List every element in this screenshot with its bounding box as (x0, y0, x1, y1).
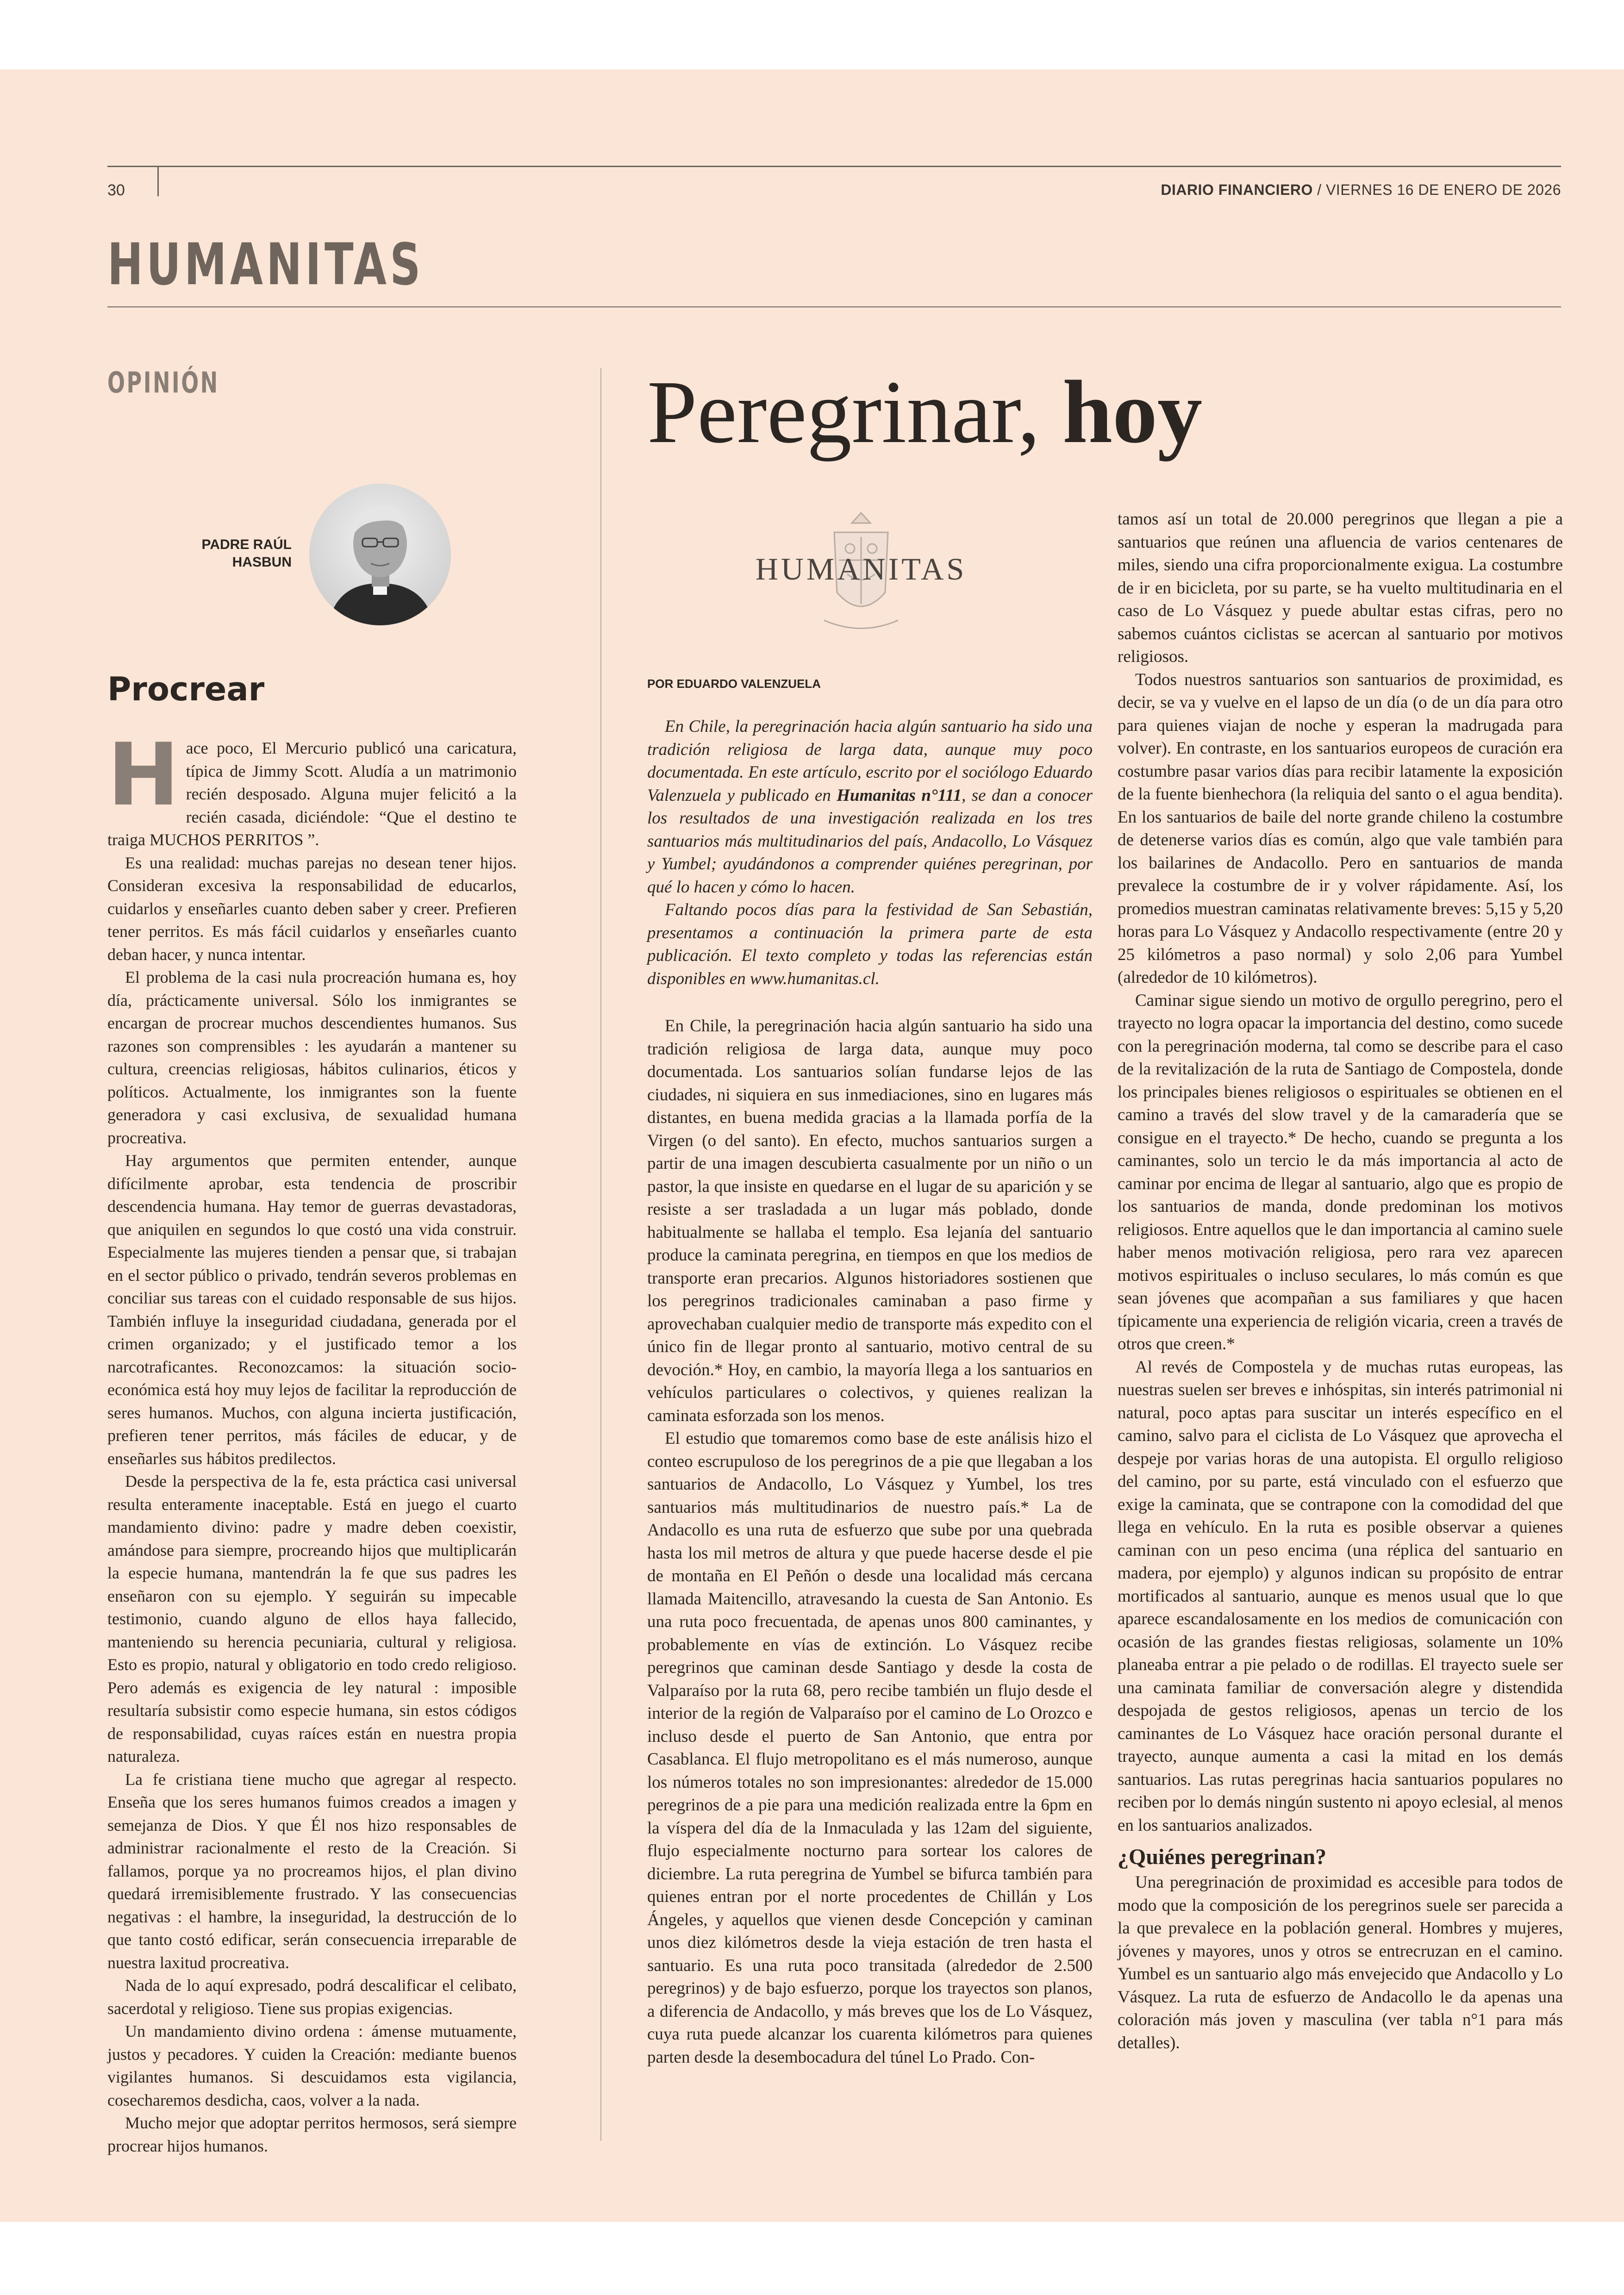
section-rule (107, 306, 1561, 307)
logo-text: HUMANITAS (755, 551, 967, 586)
article-column-2 (1118, 508, 1563, 2054)
article-paragraph: Al revés de Compostela y de muchas rutas europeas, las nuestras suelen ser breves e inhóspitas, sin interés patrimonial ni natural, poco aptas para suscitar un interés específico en el camino, salvo para el ciclista de Lo Vásquez que aprovecha el despeje por varias horas de una autopista. El orgullo religioso del camino, por su parte, está vinculado con el esfuerzo que exige la caminata, que se contrapone con la comodidad del que llega en vehículo. En la ruta es posible observar a quienes caminan con un peso encima (una réplica del santuario en madera, por ejemplo) y algunos indican su propósito de entrar mortificados al santuario, aunque es menos usual que lo que aparece escandalosamente en los medios de comunicación con ocasión de las grandes fiestas religiosas, solamente un 10% planeaba entrar a pie pelado o de rodillas. El trayecto suele ser una caminata familiar de conversación alegre y distendida despojada de gestos religiosos, apenas un tercio de los caminantes de Lo Vásquez hace oración personal durante el trayecto, aunque aumenta a casi la mitad en los demás santuarios. Las rutas peregrinas hacia santuarios populares no reciben por lo demás ningún sustento ni apoyo eclesial, al menos en los santuarios analizados. (1118, 1357, 1563, 1835)
article-column-1 (647, 1015, 1093, 2069)
humanitas-logo (713, 505, 1009, 643)
intro-paragraph: Faltando pocos días para la festividad de San Sebastián, presentamos a continuación la primera parte de esta publicación. El texto completo y todas las referencias están disponibles en www.humanitas.cl. (647, 900, 1093, 988)
intro-text: En Chile, la peregrinación hacia algún santuario ha sido una tradición religiosa de larga data, aunque muy poco documentada. En este artículo, escrito por el sociólogo Eduardo Valenzuela y publicado en (647, 717, 1093, 805)
article-paragraph: Caminar sigue siendo un motivo de orgullo peregrino, pero el trayecto no logra opacar la importancia del destino, como sucede con la peregrinación moderna, tal como se describe para el caso de la revitalización de la ruta de Santiago de Compostela, donde los principales bienes religiosos o espirituales se obtienen en el camino a través del slow travel y de la camaradería que se consigue en el trayecto.* De hecho, cuando se pregunta a los caminantes, solo un tercio le da más importancia al acto de caminar por encima de llegar al santuario, algo que es propio de los santuarios de manda, donde predominan los motivos religiosos. Entre aquellos que le dan importancia al camino suele haber menos motivación religiosa, pero rara vez aparecen motivos espirituales o incluso seculares, lo más común es que sean jóvenes que acompañan a sus familiares y que hacen típicamente una experiencia de religión vicaria, creen a través de otros que creen.* (1118, 991, 1563, 1353)
intro-publication: Humanitas n°111 (837, 786, 962, 805)
headline-bold: hoy (1062, 362, 1203, 461)
opinion-body (107, 724, 517, 2158)
opinion-paragraph: Es una realidad: muchas parejas no desean tener hijos. Consideran excesiva la responsabilidad de educarlos, cuidarlos y enseñarles cuanto deben saber y creer. Prefieren tener perritos. Es más fácil cuidarlos y enseñarles cuanto deban hacer, y nunca intentar. (107, 853, 517, 964)
article-paragraph: Todos nuestros santuarios son santuarios de proximidad, es decir, se va y vuelve en el lapso de un día (o de un día para otro para quienes viajan de noche y esperan la madrugada para volver). En contraste, en los santuarios europeos de curación era costumbre pasar varios días para recibir latamente la exposición de la fuente bienhechora (la reliquia del santo o el agua bendita). En los santuarios de baile del norte grande chileno la costumbre de detenerse varios días es común, algo que vale también para los bailarines de Andacollo. Pero en santuarios de manda prevalece la costumbre de ir y volver rápidamente. Así, los promedios muestran caminatas relativamente breves: 5,15 y 5,20 horas para Lo Vásquez y Andacollo respectivamente (entre 20 y 25 kilómetros a paso normal) y solo 2,06 para Yumbel (alrededor de 10 kilómetros). (1118, 670, 1563, 987)
author-photo (309, 484, 451, 625)
article-paragraph: tamos así un total de 20.000 peregrinos que llegan a pie a santuarios que reúnen una afluencia de varios centenares de miles, siendo una cifra proporcionalmente exigua. La costumbre de ir en bicicleta, por su parte, se ha vuelto multitudinaria en el caso de Lo Vásquez y puede abultar estas cifras, pero no sabemos cuántos ciclistas se acercan al santuario por motivos religiosos. (1118, 510, 1563, 666)
drop-cap: H (107, 724, 180, 825)
opinion-paragraph-text: ace poco, El Mercurio publicó una caricatura, típica de Jimmy Scott. Aludía a un matrimonio recién desposado. Alguna mujer felicitó a la recién casada, diciéndole: “Que el destino te traiga MUCHOS PERRITOS ”. (107, 739, 517, 849)
page-number-separator (157, 166, 159, 196)
article-byline: POR EDUARDO VALENZUELA (647, 677, 821, 691)
opinion-paragraph: Mucho mejor que adoptar perritos hermosos, será siempre procrear hijos humanos. (107, 2114, 517, 2155)
article-paragraph: En Chile, la peregrinación hacia algún santuario ha sido una tradición religiosa de larga data, aunque muy poco documentada. Los santuarios solían fundarse lejos de las ciudades, ni siquiera en sus inmediaciones, sino en lugares más distantes, en buena medida gracias a la llamada porfía de la Virgen (o del santo). En efecto, muchos santuarios surgen a partir de una imagen descubierta casualmente por un niño o un pastor, la que insiste en quedarse en el lugar de su aparición y se resiste a ser trasladada a un lugar más poblado, donde habitualmente se hallaba el templo. Esa lejanía del santuario produce la caminata peregrina, en tiempos en que los medios de transporte eran precarios. Algunos historiadores sostienen que los peregrinos tradicionales caminaban a paso firme y aprovechaban cualquier medio de transporte más expedito con el único fin de llegar pronto al santuario, motivo central de su devoción.* Hoy, en cambio, la mayoría llega a los santuarios en vehículos particulares o colectivos, y quienes realizan la caminata esforzada son los menos. (647, 1017, 1093, 1425)
opinion-paragraph (107, 724, 517, 852)
article-intro (647, 715, 1093, 990)
opinion-paragraph: Un mandamiento divino ordena : ámense mutuamente, justos y pecadores. Y cuiden la Creación: mediante buenos vigilantes humanos. Si descuidamos esta vigilancia, cosecharemos desdicha, caos, volver a la nada. (107, 2022, 517, 2109)
opinion-paragraph: El problema de la casi nula procreación humana es, hoy día, prácticamente universal. Sólo los inmigrantes se encargan de procrear muchos descendientes humanos. Sus razones son comprensibles : les ayudarán a mantener su cultura, creencias religiosas, hábitos culinarios, éticos y políticos. Actualmente, los inmigrantes son la fuente generadora y casi exclusiva, de sexualidad humana procreativa. (107, 968, 517, 1147)
author-name (176, 536, 292, 571)
intro-text: , se dan a conocer los resultados de una investigación realizada en los tres santuarios más multitudinarios del país, Andacollo, Lo Vásquez y Yumbel; ayudándonos a comprender quiénes peregrinan, por qué lo hacen y cómo lo hacen. (647, 786, 1093, 897)
article-headline (647, 361, 1202, 463)
opinion-paragraph: Hay argumentos que permiten entender, aunque difícilmente aprobar, esta tendencia de proscribir descendencia humana. Hay temor de guerras devastadoras, que aniquilen en segundos lo que costó una vida construir. Especialmente las mujeres tienden a pensar que, si trabajan en el sector público o privado, tendrán severos problemas en conciliar sus tareas con el cuidado responsable de sus hijos. También influye la inseguridad ciudadana, generada por el crimen organizado; y el justificado temor a los narcotraficantes. Reconozcamos: la situación socio-económica está hoy muy lejos de facilitar la reproducción de seres humanos. Muchos, con alguna incierta justificación, prefieren tener perritos, más fáciles de educar, y de enseñarles sus hábitos predilectos. (107, 1151, 517, 1468)
issue-date: / VIERNES 16 DE ENERO DE 2026 (1312, 181, 1561, 198)
opinion-label: OPINIÓN (107, 366, 219, 399)
author-last-name: HASBUN (232, 555, 292, 570)
author-first-name: PADRE RAÚL (201, 537, 292, 552)
masthead (1161, 181, 1561, 199)
page-number: 30 (107, 181, 125, 199)
opinion-paragraph: La fe cristiana tiene mucho que agregar al respecto. Enseña que los seres humanos fuimos creados a imagen y semejanza de Dios. Y que Él nos hizo responsables de administrar racionalmente el resto de la Creación. Si fallamos, porque ya no procreamos hijos, el plan divino quedará irremisiblemente frustrado. Y las consecuencias negativas : el hambre, la inseguridad, la destrucción de lo que tanto costó edificar, serán consecuencia irreparable de nuestra laxitud procreativa. (107, 1770, 517, 1972)
opinion-paragraph: Desde la perspectiva de la fe, esta práctica casi universal resulta enteramente inaceptable. Está en juego el cuarto mandamiento divino: padre y madre deben coexistir, amándose para siempre, procreando hijos que multiplicarán la especie humana, mantendrán la fe que sus padres les enseñaron con su ejemplo. Y seguirán su impecable testimonio, cuando alguno de ellos haya fallecido, manteniendo su herencia pecuniaria, cultural y religiosa. Esto es propio, natural y obligatorio en todo credo religioso. Pero además es exigencia de ley natural : imposible resultaría subsistir como especie humana, sin estos códigos de responsabilidad, cuyas raíces están en nuestra propia naturaleza. (107, 1472, 517, 1765)
column-divider (600, 368, 601, 2141)
section-title: HUMANITAS (107, 231, 424, 298)
article-paragraph: Una peregrinación de proximidad es accesible para todos de modo que la composición de los peregrinos suele ser parecida a la que prevalece en la población general. Hombres y mujeres, jóvenes y mayores, unos y otros se entrecruzan en el camino. Yumbel es un santuario algo más envejecido que Andacollo y Lo Vásquez. La ruta de esfuerzo de Andacollo le da apenas una coloración más joven y masculina (ver tabla n°1 para más detalles). (1118, 1873, 1563, 2052)
opinion-title: Procrear (107, 670, 265, 708)
article-subhead: ¿Quiénes peregrinan? (1118, 1845, 1327, 1869)
newspaper-name: DIARIO FINANCIERO (1161, 181, 1313, 198)
headline-regular: Peregrinar, (647, 362, 1063, 461)
opinion-paragraph: Nada de lo aquí expresado, podrá descalificar el celibato, sacerdotal y religioso. Tiene sus propias exigencias. (107, 1976, 517, 2018)
article-paragraph: El estudio que tomaremos como base de este análisis hizo el conteo escrupuloso de los peregrinos de a pie que llegaban a los santuarios de Andacollo, Lo Vásquez y Yumbel, los tres santuarios más multitudinarios de nuestro país.* La de Andacollo es una ruta de esfuerzo que sube por una quebrada hasta los mil metros de altura y que puede hacerse desde el pie de montaña en El Peñón o desde una localidad más cercana llamada Maitencillo, atravesando la cuesta de San Antonio. Es una ruta poco frecuentada, de apenas unos 800 caminantes, y probablemente en vías de extinción. Lo Vásquez recibe peregrinos que caminan desde Santiago y desde la costa de Valparaíso por la ruta 68, pero recibe también un flujo desde el interior de la región de Valparaíso por el camino de Lo Orozco e incluso desde el puerto de San Antonio, que entra por Casablanca. El flujo metropolitano es el más numeroso, aunque los números totales no son impresionantes: alrededor de 15.000 peregrinos de a pie para una medición realizada entre la 6pm en la víspera del día de la Inmaculada y las 12am del siguiente, flujo especialmente nocturno para sortear los calores de diciembre. La ruta peregrina de Yumbel se bifurca también para quienes entran por el norte procedentes de Chillán y Los Ángeles, y aquellos que vienen desde Concepción y caminan unos diez kilómetros desde la vieja estación de tren hasta el santuario. Es una ruta poco transitada (alrededor de 2.500 peregrinos) y de bajo esfuerzo, porque los trayectos son planos, a diferencia de Andacollo, y más breves que los de Lo Vásquez, cuya ruta puede alcanzar los cuarenta kilómetros para quienes parten desde la desembocadura del túnel Lo Prado. Con- (647, 1429, 1093, 2067)
top-rule (107, 166, 1561, 167)
intro-paragraph (647, 715, 1093, 898)
